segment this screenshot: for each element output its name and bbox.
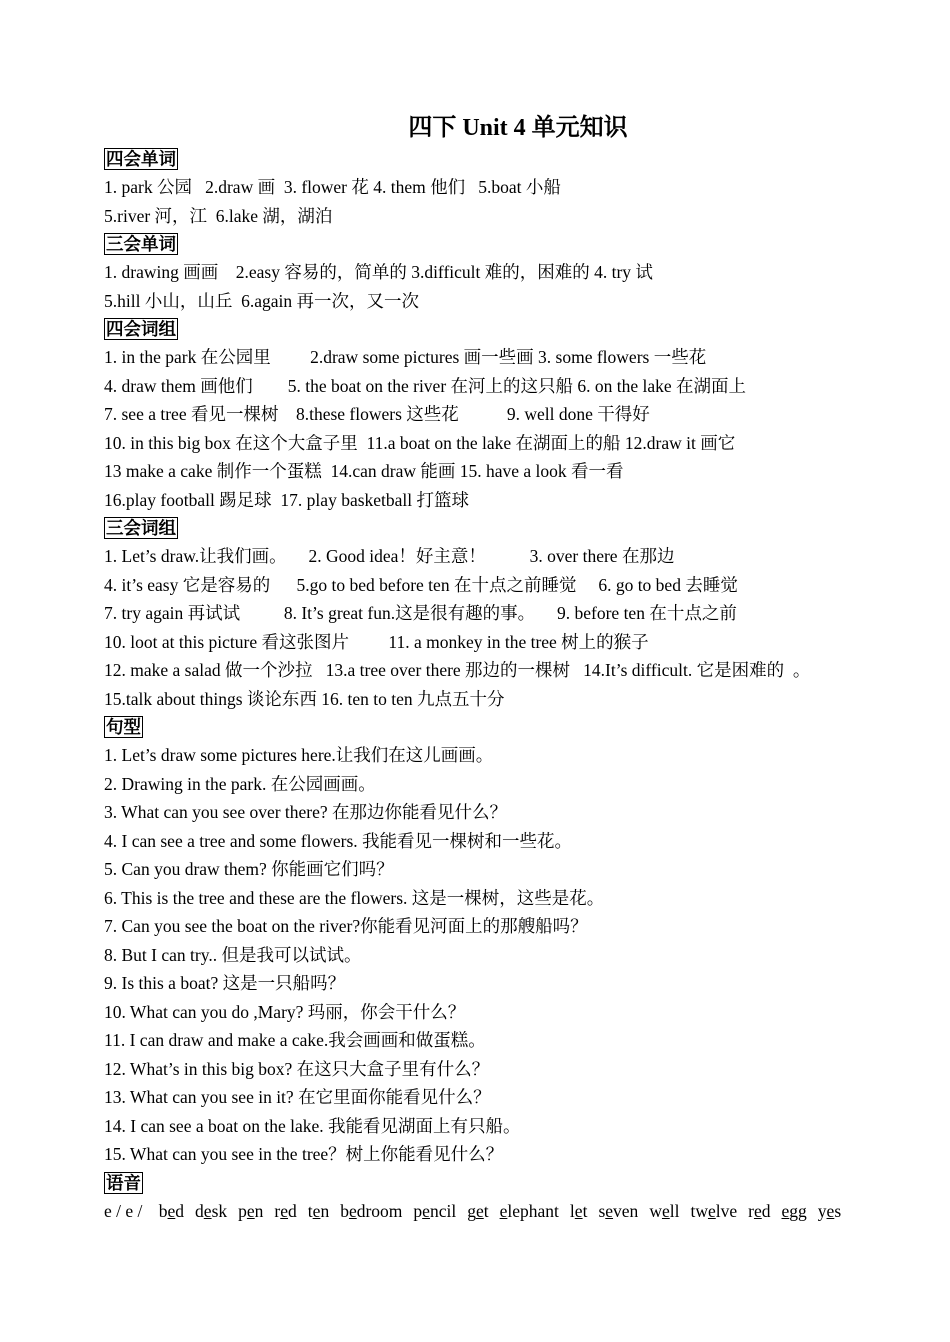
text-line: 3. What can you see over there? 在那边你能看见什么？ bbox=[104, 802, 508, 822]
text-line: 12. What’s in this big box? 在这只大盒子里有什么？ bbox=[104, 1058, 490, 1079]
text-line: 2. Drawing in the park. 在公园画画。 bbox=[104, 773, 376, 794]
text-line: 1. in the park 在公园里 2.draw some pictures 画一些画 3. some flowers 一些花 bbox=[104, 347, 707, 367]
phonics-word: bed bbox=[158, 1200, 185, 1221]
phonics-word: egg bbox=[781, 1200, 807, 1221]
phonics-word: get bbox=[467, 1200, 489, 1221]
text-line: 4. I can see a tree and some flowers. 我能看见一棵树和一些花。 bbox=[104, 830, 573, 851]
text-line: 11. I can draw and make a cake.我会画画和做蛋糕。 bbox=[104, 1030, 486, 1050]
text-line: 4. draw them 画他们 5. the boat on the river 在河上的这只船 6. on the lake 在湖面上 bbox=[104, 375, 747, 396]
text-line: 13. What can you see in it? 在它里面你能看见什么？ bbox=[104, 1087, 491, 1107]
text-line: 7. try again 再试试 8. It’s great fun.这是很有趣的事。 9. before ten 在十点之前 bbox=[104, 603, 737, 623]
section-4 bbox=[104, 713, 904, 1169]
phonics-word: pencil bbox=[413, 1200, 457, 1221]
text-line: 8. But I can try.. 但是我可以试试。 bbox=[104, 944, 362, 965]
phonics-word: elephant bbox=[499, 1200, 559, 1221]
text-line: 1. Let’s draw some pictures here.让我们在这儿画画。 bbox=[104, 745, 494, 765]
text-line: 9. Is this a boat? 这是一只船吗？ bbox=[104, 973, 346, 993]
text-line: 7. Can you see the boat on the river?你能看见河面上的那艘船吗？ bbox=[104, 916, 588, 936]
section-2 bbox=[104, 315, 904, 514]
phonics-word: pen bbox=[238, 1200, 264, 1221]
text-line: 1. park 公园 2.draw 画 3. flower 花 4. them 他们 5.boat 小船 bbox=[104, 177, 561, 197]
phonics-word: ten bbox=[307, 1200, 330, 1221]
document-page bbox=[104, 113, 904, 1225]
section-heading: 三会词组 bbox=[106, 518, 176, 538]
phonics-word: red bbox=[274, 1200, 297, 1221]
text-line: 5.river 河，江 6.lake 湖，湖泊 bbox=[104, 205, 333, 226]
phonics-symbol: e / e / bbox=[104, 1200, 143, 1221]
text-line: 15. What can you see in the tree？树上你能看见什么？ bbox=[104, 1144, 504, 1164]
section-heading: 句型 bbox=[106, 717, 141, 737]
text-line: 5. Can you draw them? 你能画它们吗？ bbox=[104, 859, 394, 879]
text-line: 12. make a salad 做一个沙拉 13.a tree over there 那边的一棵树 14.It’s difficult. 它是困难的 。 bbox=[104, 660, 811, 680]
text-line: 15.talk about things 谈论东西 16. ten to ten 九点五十分 bbox=[104, 688, 505, 709]
text-line: 1. Let’s draw.让我们画。 2. Good idea！好主意！ 3. over there 在那边 bbox=[104, 546, 675, 566]
phonics-word: desk bbox=[195, 1200, 228, 1221]
sections-container bbox=[104, 145, 904, 1169]
text-line: 10. loot at this picture 看这张图片 11. a monkey in the tree 树上的猴子 bbox=[104, 631, 649, 652]
phonics-word: seven bbox=[598, 1200, 639, 1221]
page-title: 四下 Unit 4 单元知识 bbox=[408, 115, 628, 141]
section-1 bbox=[104, 230, 904, 315]
text-line: 10. in this big box 在这个大盒子里 11.a boat on the lake 在湖面上的船 12.draw it 画它 bbox=[104, 432, 736, 453]
text-line: 4. it’s easy 它是容易的 5.go to bed before ten 在十点之前睡觉 6. go to bed 去睡觉 bbox=[104, 574, 738, 595]
text-line: 10. What can you do ,Mary? 玛丽，你会干什么？ bbox=[104, 1001, 466, 1022]
text-line: 1. drawing 画画 2.easy 容易的，简单的 3.difficult 难的，困难的 4. try 试 bbox=[104, 262, 653, 282]
phonics-section bbox=[104, 1169, 904, 1226]
text-line: 16.play football 踢足球 17. play basketball 打篮球 bbox=[104, 489, 470, 510]
section-heading-phonics: 语音 bbox=[106, 1172, 141, 1193]
text-line: 13 make a cake 制作一个蛋糕 14.can draw 能画 15. have a look 看一看 bbox=[104, 461, 624, 481]
phonics-word: yes bbox=[817, 1200, 842, 1221]
section-heading: 三会单词 bbox=[106, 234, 176, 254]
text-line: 14. I can see a boat on the lake. 我能看见湖面上有只船。 bbox=[104, 1115, 521, 1136]
phonics-word: bedroom bbox=[340, 1200, 403, 1221]
phonics-word: well bbox=[649, 1200, 680, 1221]
phonics-line bbox=[104, 1197, 904, 1226]
phonics-word: twelve bbox=[690, 1200, 738, 1221]
section-heading: 四会词组 bbox=[106, 319, 176, 339]
text-line: 7. see a tree 看见一棵树 8.these flowers 这些花 9. well done 干得好 bbox=[104, 404, 650, 424]
section-0 bbox=[104, 145, 904, 230]
phonics-word: let bbox=[569, 1200, 588, 1221]
text-line: 5.hill 小山，山丘 6.again 再一次，又一次 bbox=[104, 290, 419, 311]
section-heading: 四会单词 bbox=[106, 149, 176, 169]
phonics-word: red bbox=[748, 1200, 771, 1221]
section-3 bbox=[104, 514, 904, 713]
text-line: 6. This is the tree and these are the flowers. 这是一棵树，这些是花。 bbox=[104, 887, 605, 908]
